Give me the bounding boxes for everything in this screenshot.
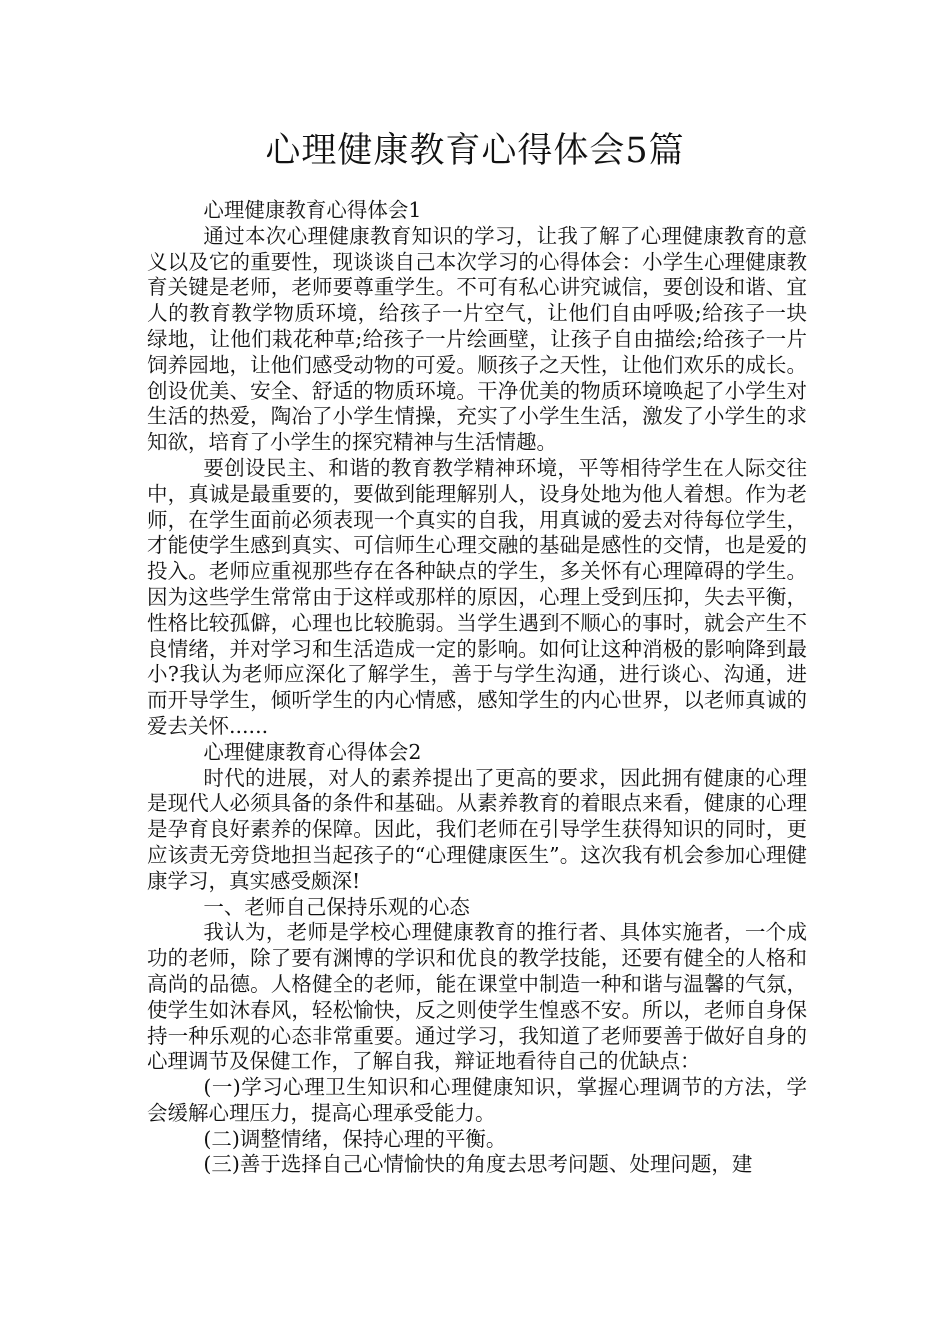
document-body [147,198,807,1178]
body-paragraph: 通过本次心理健康教育知识的学习，让我了解了心理健康教育的意义以及它的重要性，现谈谈自己本次学习的心得体会：小学生心理健康教育关键是老师，老师要尊重学生。不可有私心讲究诚信，要创设和谐、宜人的教育教学物质环境，给孩子一片空气，让他们自由呼吸;给孩子一块绿地，让他们栽花种草;给孩子一片绘画壁，让孩子自由描绘;给孩子一片饲养园地，让他们感受动物的可爱。顺孩子之天性，让他们欢乐的成长。创设优美、安全、舒适的物质环境。干净优美的物质环境唤起了小学生对生活的热爱，陶冶了小学生情操，充实了小学生生活，激发了小学生的求知欲，培育了小学生的探究精神与生活情趣。 [147,223,807,455]
list-item: (二)调整情绪，保持心理的平衡。 [203,1126,507,1151]
section-heading-2: 心理健康教育心得体会2 [203,739,422,764]
body-paragraph: 时代的进展，对人的素养提出了更高的要求，因此拥有健康的心理是现代人必须具备的条件和基础。从素养教育的着眼点来看，健康的心理是孕育良好素养的保障。因此，我们老师在引导学生获得知识的同时，更应该责无旁贷地担当起孩子的“心理健康医生”。这次我有机会参加心理健康学习，真实感受颇深! [147,765,807,893]
document-title: 心理健康教育心得体会5篇 [265,131,685,171]
subheading: 一、老师自己保持乐观的心态 [203,894,470,919]
list-item: (三)善于选择自己心情愉快的角度去思考问题、处理问题，建 [203,1152,753,1177]
list-item: (一)学习心理卫生知识和心理健康知识，掌握心理调节的方法，学会缓解心理压力，提高心理承受能力。 [147,1075,807,1125]
body-paragraph: 我认为，老师是学校心理健康教育的推行者、具体实施者，一个成功的老师，除了要有渊博的学识和优良的教学技能，还要有健全的人格和高尚的品德。人格健全的老师，能在课堂中制造一种和谐与温馨的气氛，使学生如沐春风，轻松愉快，反之则使学生惶惑不安。所以，老师自身保持一种乐观的心态非常重要。通过学习，我知道了老师要善于做好自身的心理调节及保健工作，了解自我，辩证地看待自己的优缺点： [147,920,807,1074]
section-heading-1: 心理健康教育心得体会1 [203,198,422,222]
body-paragraph: 要创设民主、和谐的教育教学精神环境，平等相待学生在人际交往中，真诚是最重要的，要做到能理解别人，设身处地为他人着想。作为老师，在学生面前必须表现一个真实的自我，用真诚的爱去对待每位学生，才能使学生感到真实、可信师生心理交融的基础是感性的交情，也是爱的投入。老师应重视那些存在各种缺点的学生，多关怀有心理障碍的学生。因为这些学生常常由于这样或那样的原因，心理上受到压抑，失去平衡，性格比较孤僻，心理也比较脆弱。当学生遇到不顺心的事时，就会产生不良情绪，并对学习和生活造成一定的影响。如何让这种消极的影响降到最小?我认为老师应深化了解学生，善于与学生沟通，进行谈心、沟通，进而开导学生，倾听学生的内心情感，感知学生的内心世界，以老师真诚的爱去关怀...... [147,455,807,738]
